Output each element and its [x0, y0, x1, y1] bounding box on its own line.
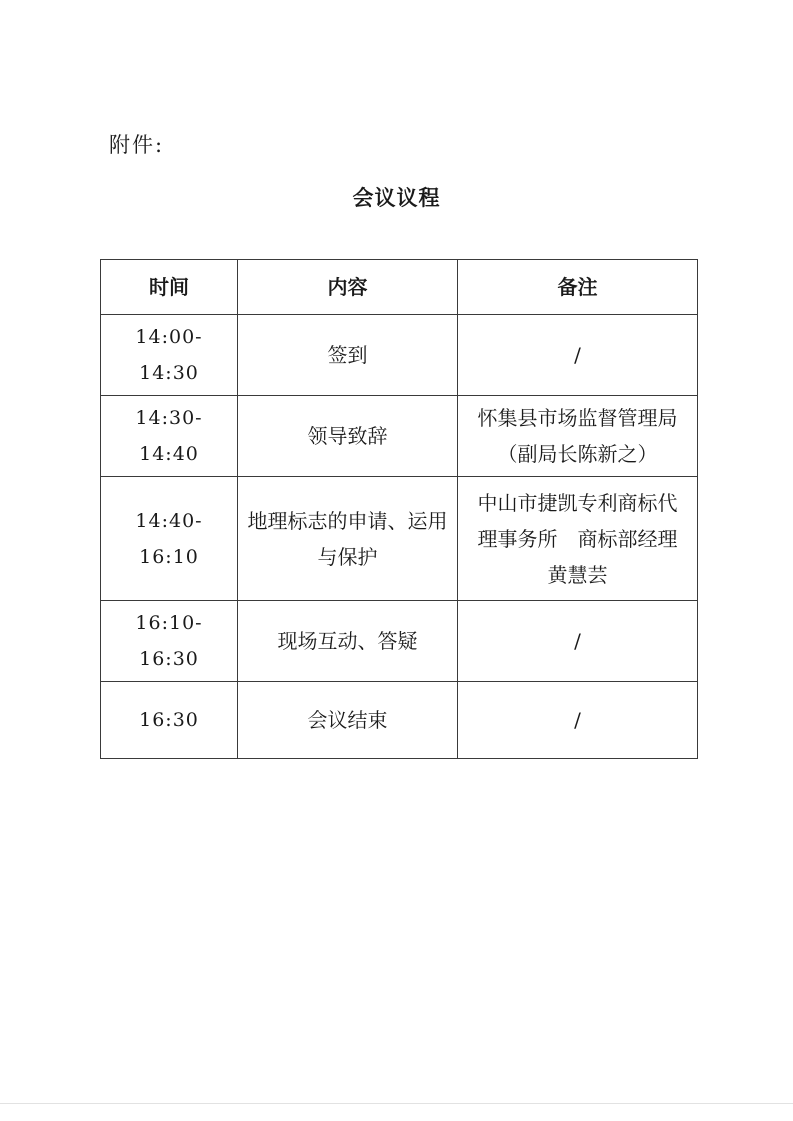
- content-line: 现场互动、答疑: [277, 629, 418, 653]
- table-header-row: [101, 260, 698, 315]
- remark-cell: [458, 601, 698, 682]
- attachment-label: 附件:: [109, 133, 165, 157]
- header-time: 时间: [101, 260, 238, 315]
- remark-line: 理事务所 商标部经理: [477, 526, 678, 551]
- remark-line: /: [574, 629, 581, 653]
- time-cell: 14:40-16:10: [101, 477, 238, 601]
- remark-line: （副局长陈新之）: [497, 442, 658, 466]
- agenda-table: [100, 259, 698, 759]
- content-cell: [238, 315, 458, 396]
- table-row: [101, 601, 698, 682]
- time-cell: 14:30-14:40: [101, 396, 238, 477]
- time-cell: 14:00-14:30: [101, 315, 238, 396]
- content-line: 与保护: [317, 544, 378, 569]
- table-row: [101, 682, 698, 759]
- table-row: [101, 315, 698, 396]
- content-cell: [238, 477, 458, 601]
- time-cell: 16:30: [101, 682, 238, 759]
- header-remark: 备注: [458, 260, 698, 315]
- content-line: 领导致辞: [307, 424, 388, 448]
- table-row: [101, 396, 698, 477]
- time-cell: 16:10-16:30: [101, 601, 238, 682]
- remark-line: 中山市捷凯专利商标代: [477, 490, 678, 515]
- remark-line: 怀集县市场监督管理局: [477, 406, 678, 430]
- scan-edge-divider: [0, 1103, 793, 1104]
- content-line: 签到: [327, 343, 368, 367]
- content-line: 会议结束: [307, 708, 388, 732]
- remark-cell: [458, 315, 698, 396]
- content-line: 地理标志的申请、运用: [247, 508, 448, 533]
- content-cell: [238, 601, 458, 682]
- content-cell: [238, 682, 458, 759]
- table-row: [101, 477, 698, 601]
- header-content: 内容: [238, 260, 458, 315]
- remark-line: /: [574, 708, 581, 732]
- remark-line: /: [574, 343, 581, 367]
- page-title: 会议议程: [352, 185, 441, 210]
- remark-cell: [458, 477, 698, 601]
- remark-cell: [458, 682, 698, 759]
- remark-line: 黄慧芸: [547, 562, 608, 587]
- content-cell: [238, 396, 458, 477]
- remark-cell: [458, 396, 698, 477]
